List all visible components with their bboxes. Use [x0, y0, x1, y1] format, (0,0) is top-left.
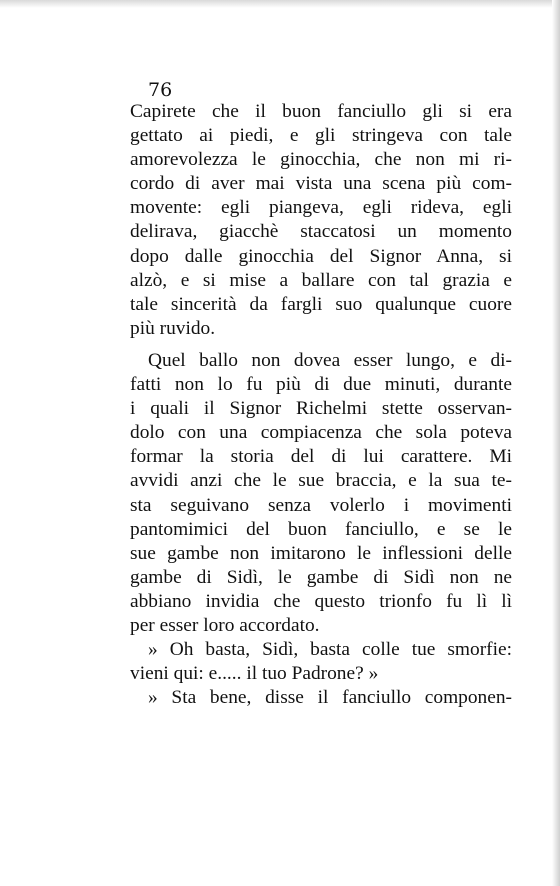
text-line: dolo con una compiacenza che sola poteva [130, 422, 512, 444]
text-line: più ruvido. [130, 317, 216, 339]
paragraph-3 [130, 638, 512, 686]
text-line: pantomimici del buon fanciullo, e se le [130, 518, 512, 540]
text-line: vieni qui: e..... il tuo Padrone? » [130, 663, 379, 685]
text-line: dopo dalle ginocchia del Signor Anna, si [130, 245, 512, 267]
text-line: Capirete che il buon fanciullo gli si era [130, 101, 512, 122]
paragraph-2 [130, 349, 512, 638]
page-number: 76 [148, 79, 173, 101]
text-line: avvidi anzi che le sue braccia, e la sua te- [130, 470, 512, 492]
text-line: fatti non lo fu più di due minuti, durante [130, 374, 512, 396]
text-line: cordo di aver mai vista una scena più com- [130, 173, 512, 195]
text-line: per esser loro accordato. [130, 614, 320, 636]
text-line: sta seguivano senza volerlo i movimenti [130, 494, 512, 516]
page-right-edge [552, 0, 560, 886]
text-line: sue gambe non imitarono le inflessioni delle [130, 542, 512, 564]
text-line: movente: egli piangeva, egli rideva, egli [130, 197, 512, 219]
paragraph-4 [130, 686, 512, 710]
text-line: delirava, giacchè staccatosi un momento [130, 221, 512, 243]
body-text [130, 100, 512, 710]
text-line: tale sincerità da fargli suo qualunque cuore [130, 293, 512, 315]
text-line: amorevolezza le ginocchia, che non mi ri- [130, 149, 512, 171]
text-line: formar la storia del di lui carattere. Mi [130, 446, 512, 468]
paragraph-gap [130, 341, 512, 349]
text-line: abbiano invidia che questo trionfo fu lì lì [130, 590, 512, 612]
text-line: Quel ballo non dovea esser lungo, e di- [148, 349, 512, 371]
text-line: i quali il Signor Richelmi stette osservan- [130, 398, 512, 420]
text-line: » Oh basta, Sidì, basta colle tue smorfie: [148, 639, 512, 661]
text-line: » Sta bene, disse il fanciullo componen- [148, 687, 512, 709]
paragraph-1 [130, 100, 512, 341]
text-line: gettato ai piedi, e gli stringeva con tale [130, 125, 512, 147]
text-line: alzò, e si mise a ballare con tal grazia e [130, 269, 512, 291]
text-line: gambe di Sidì, le gambe di Sidì non ne [130, 566, 512, 588]
page-top-edge [0, 0, 560, 8]
